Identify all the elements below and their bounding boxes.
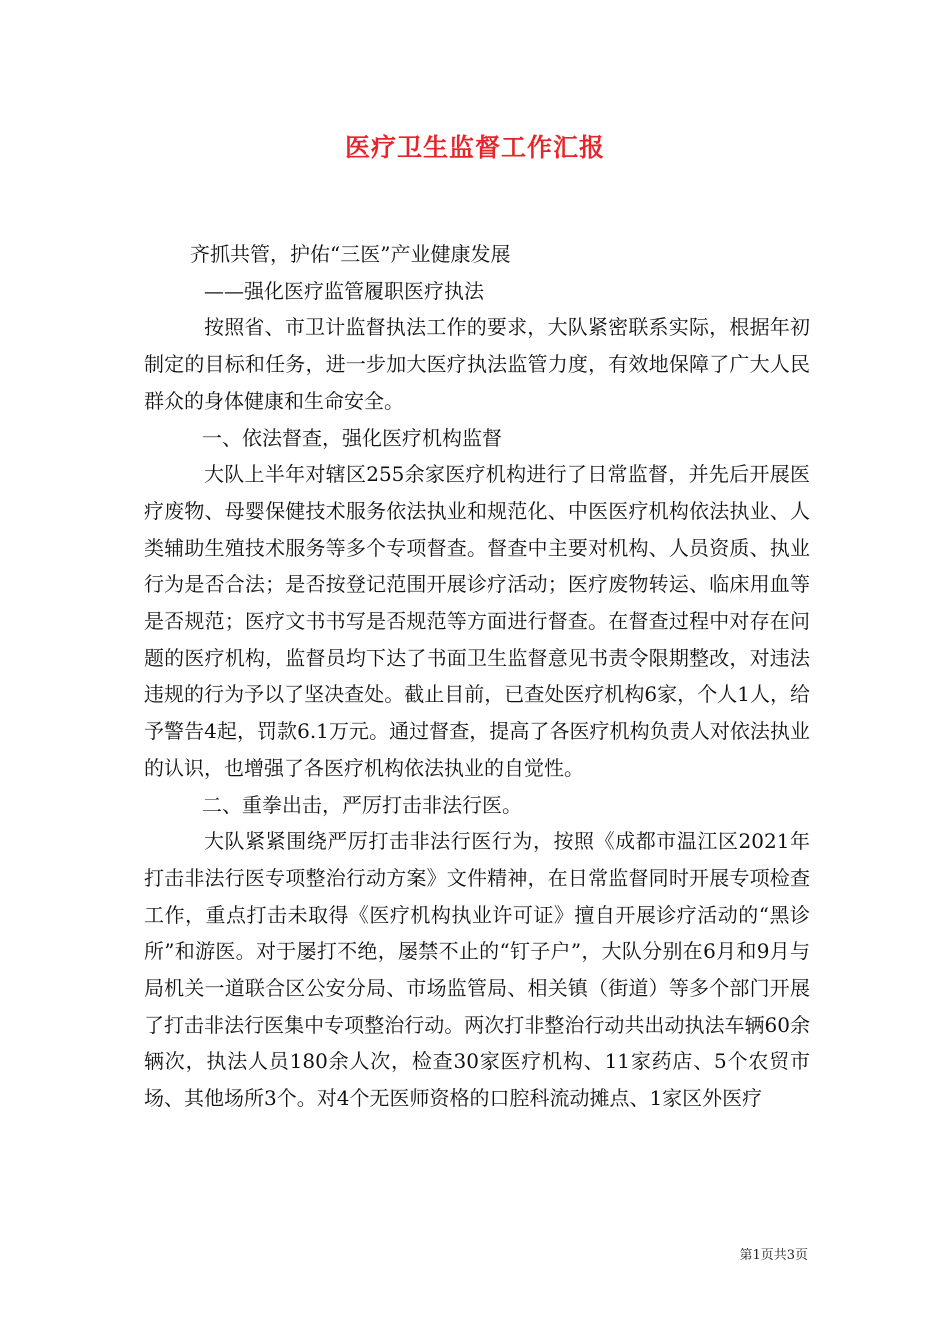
- subtitle-line-1: 齐抓共管，护佑“三医”产业健康发展: [190, 242, 511, 266]
- intro-paragraph: 按照省、市卫计监督执法工作的要求，大队紧密联系实际，根据年初制定的目标和任务，进一步加大医疗执法监管力度，有效地保障了广大人民群众的身体健康和生命安全。: [144, 315, 810, 413]
- section-1-heading: 一、依法督查，强化医疗机构监督: [202, 425, 502, 450]
- document-title: 医疗卫生监督工作汇报: [344, 133, 605, 162]
- section-2-heading: 二、重拳出击，严厉打击非法行医。: [202, 792, 522, 817]
- document-body: [144, 236, 810, 1117]
- page-number: 第1页共3页: [739, 1248, 808, 1263]
- subtitle-line-2: ——强化医疗监管履职医疗执法: [204, 278, 484, 303]
- section-1-paragraph: 大队上半年对辖区255余家医疗机构进行了日常监督，并先后开展医疗废物、母婴保健技术服务依法执业和规范化、中医医疗机构依法执业、人类辅助生殖技术服务等多个专项督查。督查中主要对机构、人员资质、执业行为是否合法；是否按登记范围开展诊疗活动；医疗废物转运、临床用血等是否规范；医疗文书书写是否规范等方面进行督查。在督查过程中对存在问题的医疗机构，监督员均下达了书面卫生监督意见书责令限期整改，对违法违规的行为予以了坚决查处。截止目前，已查处医疗机构6家，个人1人，给予警告4起，罚款6.1万元。通过督查，提高了各医疗机构负责人对依法执业的认识，也增强了各医疗机构依法执业的自觉性。: [144, 462, 810, 780]
- section-2-paragraph: 大队紧紧围绕严厉打击非法行医行为，按照《成都市温江区2021年打击非法行医专项整治行动方案》文件精神，在日常监督同时开展专项检查工作，重点打击未取得《医疗机构执业许可证》擅自开展诊疗活动的“黑诊所”和游医。对于屡打不绝，屡禁不止的“钉子户”，大队分别在6月和9月与局机关一道联合区公安分局、市场监管局、相关镇（街道）等多个部门开展了打击非法行医集中专项整治行动。两次打非整治行动共出动执法车辆60余辆次，执法人员180余人次，检查30家医疗机构、11家药店、5个农贸市场、其他场所3个。对4个无医师资格的口腔科流动摊点、1家区外医疗: [144, 829, 810, 1111]
